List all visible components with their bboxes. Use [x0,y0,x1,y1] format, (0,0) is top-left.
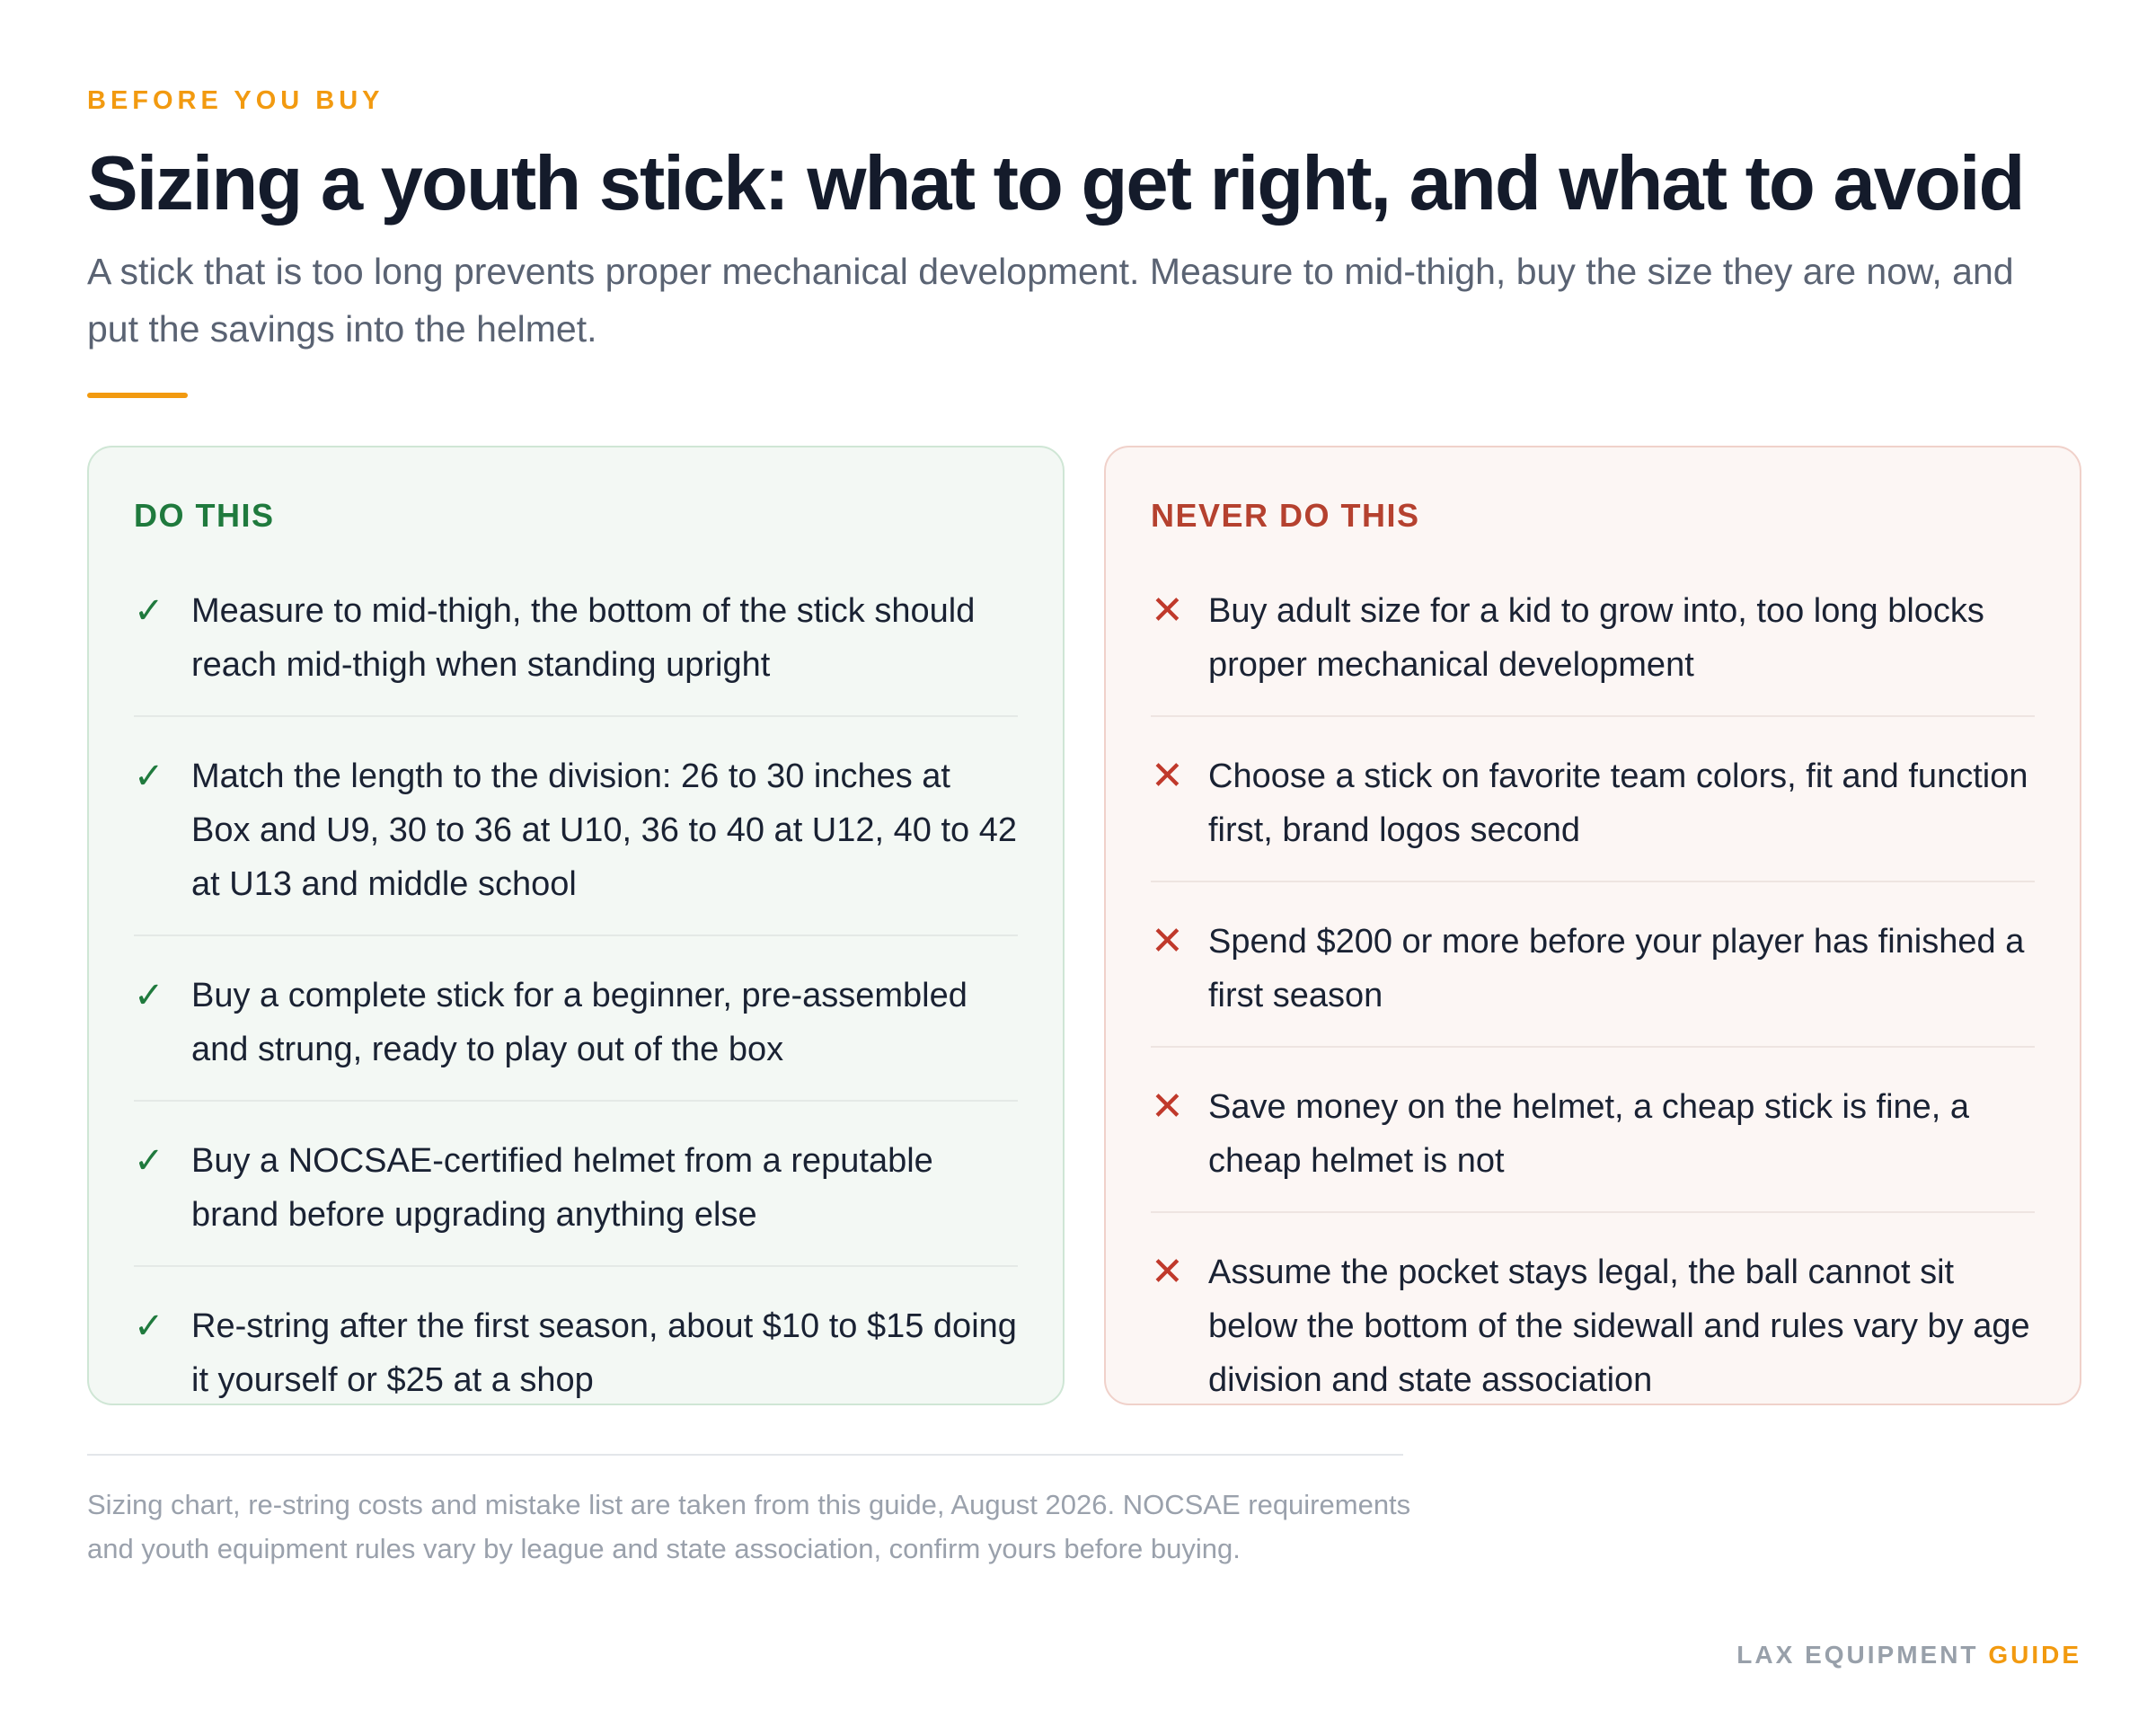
do-this-item-text: Match the length to the division: 26 to 30 inches at Box and U9, 30 to 36 at U10, 36 to 40 at U12, 40 to 42 at U13 and middle school [191,757,1017,903]
never-do-this-item [1151,1245,2035,1430]
check-icon: ✓ [134,1306,164,1346]
do-this-item-text: Re-string after the first season, about $10 to $15 doing it yourself or $25 at a shop [191,1307,1017,1399]
do-this-item-text: Measure to mid-thigh, the bottom of the stick should reach mid-thigh when standing upright [191,592,976,684]
never-do-this-card [1104,446,2081,1405]
footnote-divider [87,1454,1403,1456]
page-subtitle: A stick that is too long prevents proper mechanical development. Measure to mid-thigh, buy the size they are now, and put the savings into the helmet. [87,251,2014,350]
never-do-this-item-text: Save money on the helmet, a cheap stick is fine, a cheap helmet is not [1208,1088,1970,1180]
do-this-item [134,969,1018,1102]
do-this-list [134,584,1018,1430]
do-this-item [134,584,1018,717]
check-icon: ✓ [134,976,164,1015]
never-do-this-list [1151,584,2035,1430]
check-icon: ✓ [134,757,164,796]
never-do-this-item [1151,1080,2035,1213]
do-this-item-text: Buy a complete stick for a beginner, pre-assembled and strung, ready to play out of the box [191,977,968,1068]
brand-wordmark [1736,1641,2081,1669]
cross-icon: ✕ [1151,1250,1184,1294]
never-do-this-heading: NEVER DO THIS [1151,497,1420,534]
cross-icon: ✕ [1151,754,1184,798]
never-do-this-item-text: Spend $200 or more before your player has finished a first season [1208,923,2025,1014]
never-do-this-item-text: Buy adult size for a kid to grow into, too long blocks proper mechanical development [1208,592,1984,684]
never-do-this-item [1151,584,2035,717]
do-this-heading: DO THIS [134,497,275,534]
cross-icon: ✕ [1151,1085,1184,1129]
do-this-item [134,749,1018,936]
check-icon: ✓ [134,591,164,631]
brand-accent: GUIDE [1988,1641,2081,1669]
brand-primary: LAX EQUIPMENT [1736,1641,1979,1669]
guide-page [87,0,2081,1727]
never-do-this-item-text: Assume the pocket stays legal, the ball cannot sit below the bottom of the sidewall and rules vary by age division and state association [1208,1253,2030,1399]
do-this-item-text: Buy a NOCSAE-certified helmet from a reputable brand before upgrading anything else [191,1142,933,1234]
never-do-this-item [1151,749,2035,882]
never-do-this-item [1151,915,2035,1048]
never-do-this-item-text: Choose a stick on favorite team colors, fit and function first, brand logos second [1208,757,2028,849]
cross-icon: ✕ [1151,919,1184,963]
eyebrow-label: BEFORE YOU BUY [87,86,384,115]
do-this-item [134,1299,1018,1430]
page-title: Sizing a youth stick: what to get right, and what to avoid [87,141,2024,226]
cross-icon: ✕ [1151,589,1184,633]
check-icon: ✓ [134,1141,164,1181]
do-this-item [134,1134,1018,1267]
source-footnote: Sizing chart, re-string costs and mistake list are taken from this guide, August 2026. NOCSAE requirements and youth equipment rules vary by league and state association, confirm yours before buying. [87,1489,1411,1564]
accent-divider [87,393,188,398]
do-this-card [87,446,1065,1405]
